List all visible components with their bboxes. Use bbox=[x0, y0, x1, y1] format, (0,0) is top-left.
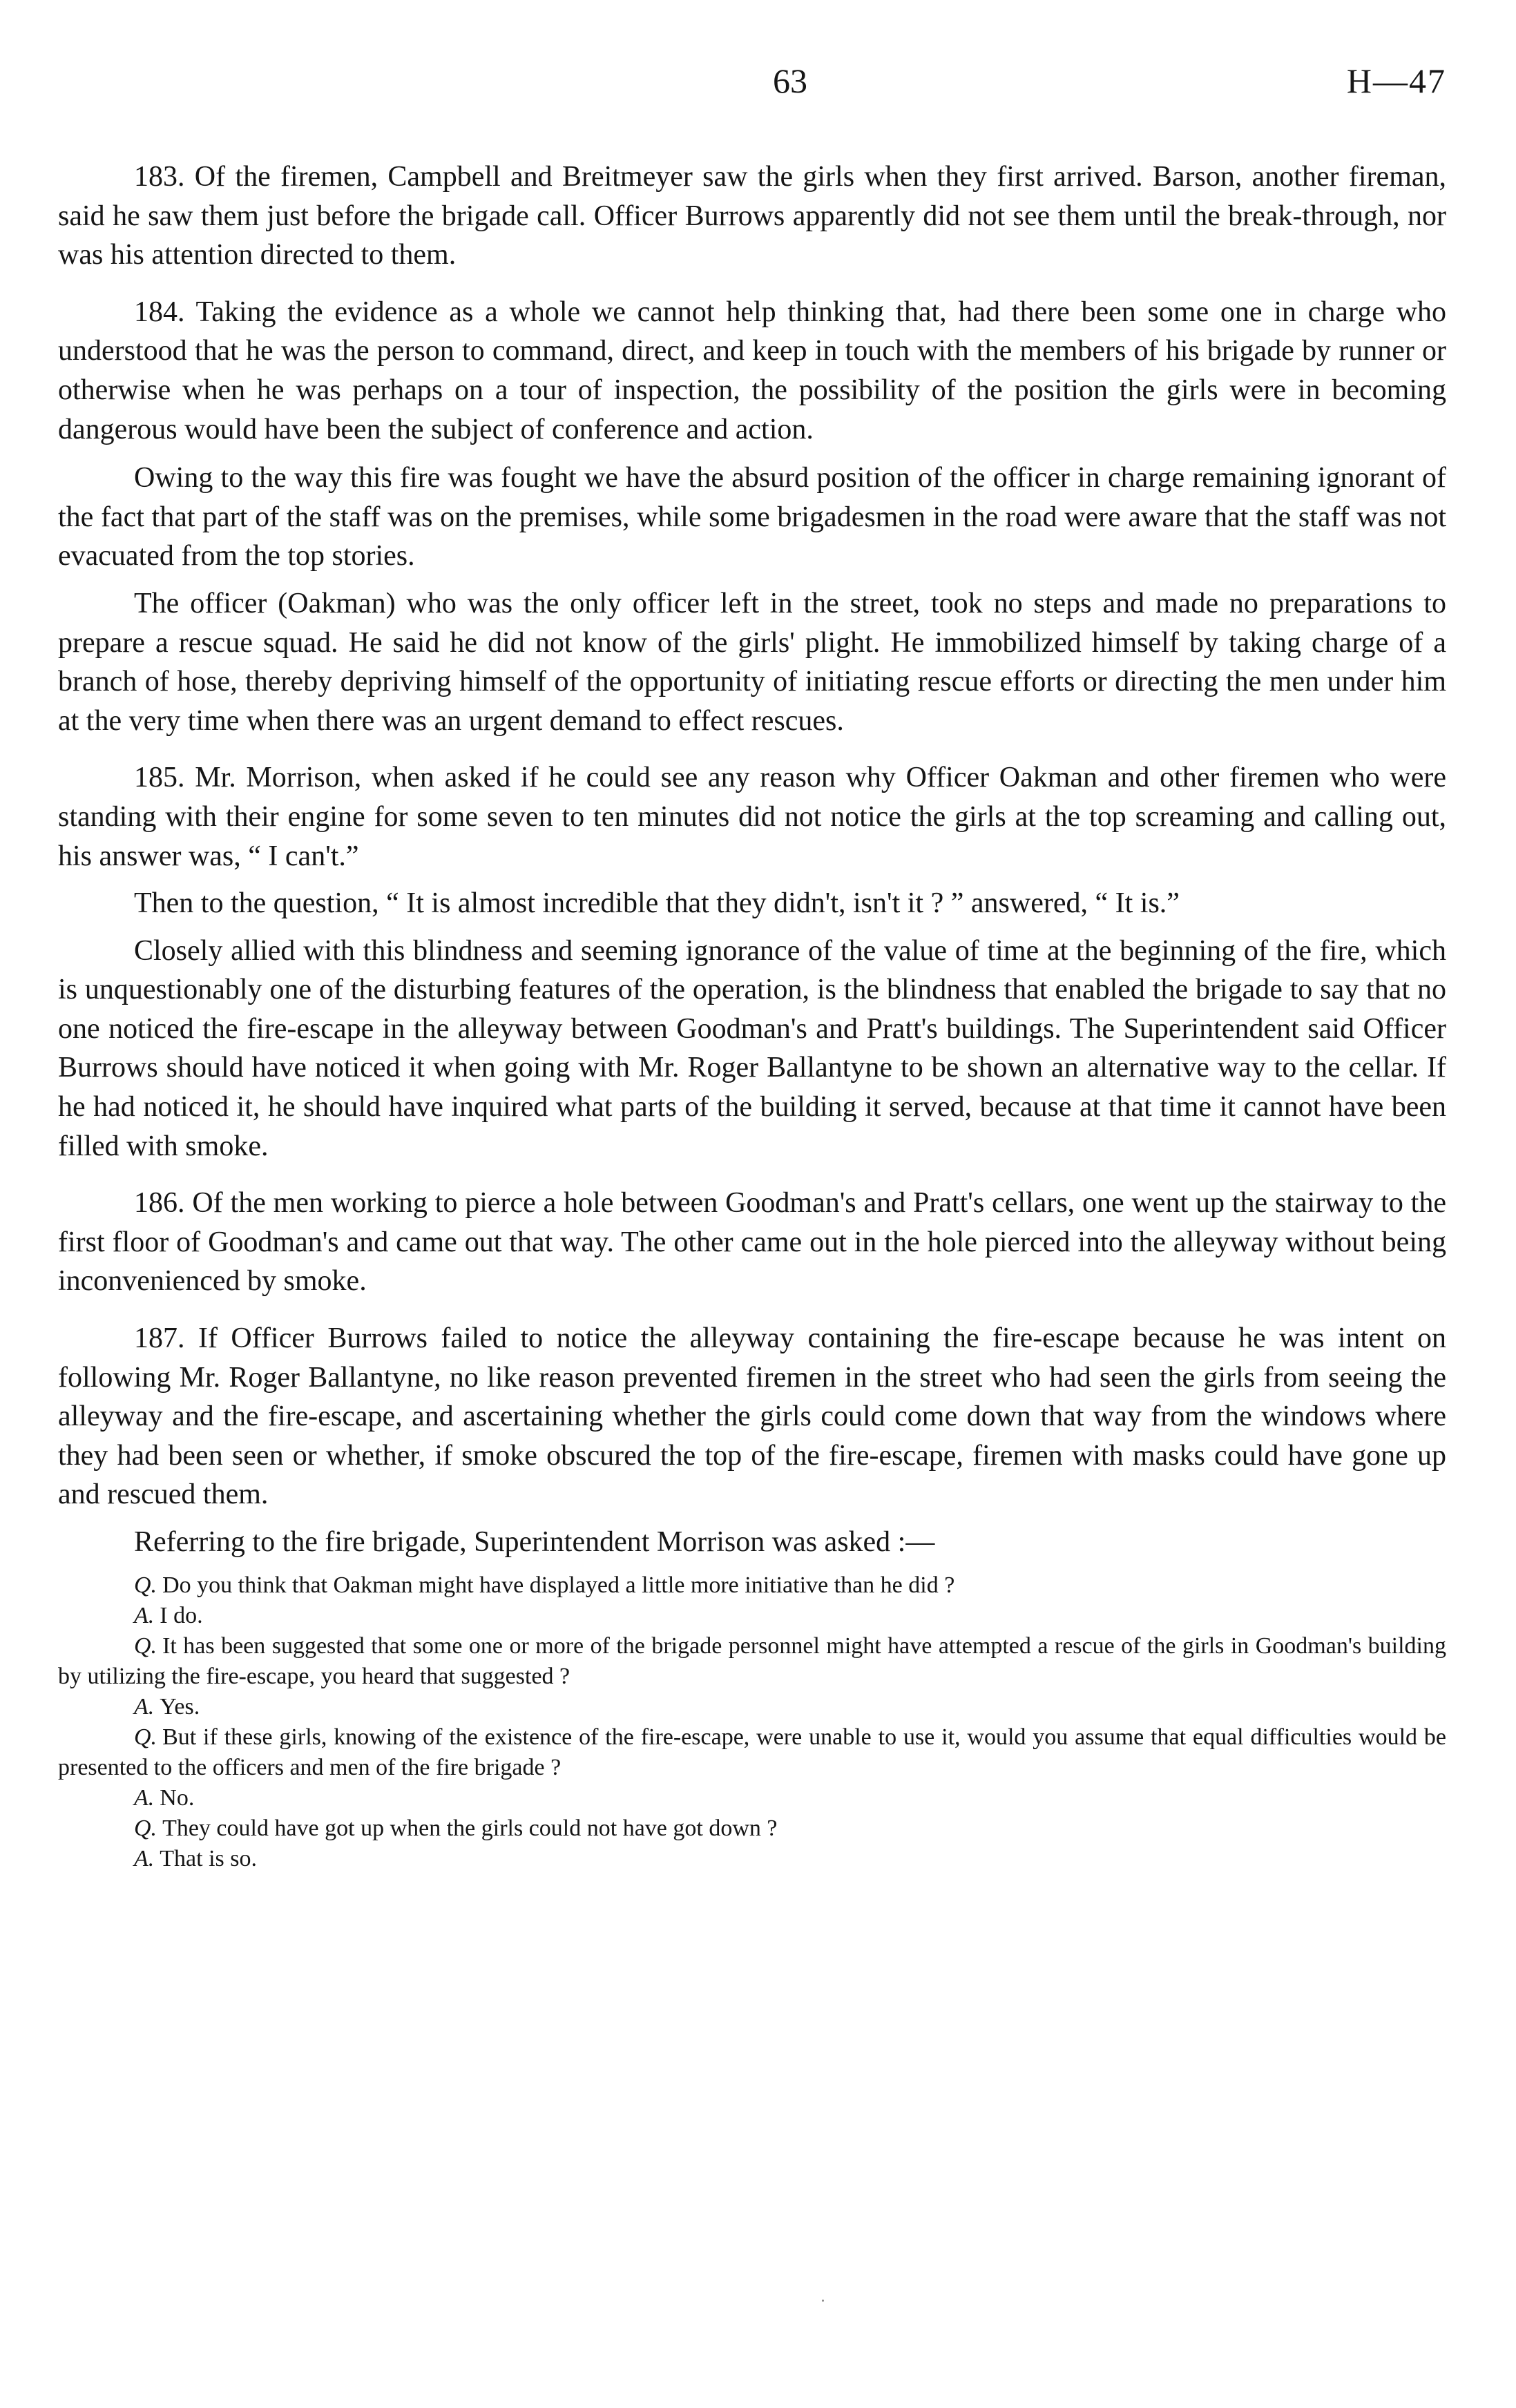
paragraph-187: 187. If Officer Burrows failed to notice the alleyway containing the fire-escape because he was intent on following Mr. Roger Ballantyne, no like reason prevented firemen in the street who had seen the girls from seeing the alleyway and the fire-escape, and ascertaining whether the girls could come down that way from the windows where they had been seen or whether, if smoke obscured the top of the fire-escape, firemen with masks could have gone up and rescued them. bbox=[58, 1322, 1446, 1511]
paragraph-184-oakman: The officer (Oakman) who was the only officer left in the street, took no steps and made no preparations to prepare a rescue squad. He said he did not know of the girls' plight. He immobilized himself by taking charge of a branch of hose, thereby depriving himself of the opportunity of initiating rescue efforts or directing the men under him at the very time when there was an urgent demand to effect rescues. bbox=[58, 587, 1446, 737]
qa-mark: A. bbox=[134, 1602, 155, 1628]
paragraph-185-question: Then to the question, “ It is almost incredible that they didn't, isn't it ? ” answered, “ It is.” bbox=[134, 887, 1180, 920]
qa-mark: Q. bbox=[134, 1632, 157, 1659]
paragraph-185: 185. Mr. Morrison, when asked if he could see any reason why Officer Oakman and other firemen who were standing with their engine for some seven to ten minutes did not notice the girls at the top screaming and calling out, his answer was, “ I can't.” bbox=[58, 762, 1446, 872]
qa-line bbox=[58, 1813, 1446, 1844]
qa-text: No. bbox=[160, 1784, 195, 1811]
qa-mark: Q. bbox=[134, 1572, 157, 1598]
document-page bbox=[58, 61, 1446, 1874]
qa-line bbox=[58, 1631, 1446, 1692]
qa-mark: A. bbox=[134, 1845, 155, 1871]
printer-dot bbox=[822, 2300, 824, 2302]
qa-line bbox=[58, 1692, 1446, 1722]
qa-text: Do you think that Oakman might have displayed a little more initiative than he did ? bbox=[162, 1572, 955, 1598]
paragraph-184-owing: Owing to the way this fire was fought we have the absurd position of the officer in charge remaining ignorant of the fact that part of the staff was on the premises, while some brigadesmen in the road were aware that the staff was not evacuated from the top stories. bbox=[58, 462, 1446, 572]
qa-line bbox=[58, 1722, 1446, 1783]
paragraph-183: 183. Of the firemen, Campbell and Breitmeyer saw the girls when they first arrived. Barson, another fireman, said he saw them just before the brigade call. Officer Burrows apparently did not see them until the break-through, nor was his attention directed to them. bbox=[58, 161, 1446, 271]
qa-text: They could have got up when the girls could not have got down ? bbox=[162, 1815, 778, 1841]
qa-text: But if these girls, knowing of the existence of the fire-escape, were unable to use it, would you assume that equal difficulties would be presented to the officers and men of the fire brigade ? bbox=[58, 1724, 1446, 1780]
qa-mark: Q. bbox=[134, 1724, 157, 1750]
qa-line bbox=[58, 1570, 1446, 1601]
qa-mark: Q. bbox=[134, 1815, 157, 1841]
qa-mark: A. bbox=[134, 1784, 155, 1811]
qa-mark: A. bbox=[134, 1693, 155, 1720]
qa-text: I do. bbox=[160, 1602, 203, 1628]
document-reference: H—47 bbox=[1346, 61, 1446, 100]
qa-text: Yes. bbox=[160, 1693, 200, 1720]
page-header bbox=[58, 61, 1446, 116]
paragraph-185-blindness: Closely allied with this blindness and seeming ignorance of the value of time at the beginning of the fire, which is unquestionably one of the disturbing features of the operation, is the blindness that enabled the brigade to say that no one noticed the fire-escape in the alleyway between Goodman's and Pratt's buildings. The Superintendent said Officer Burrows should have noticed it when going with Mr. Roger Ballantyne to be shown an alternative way to the cellar. If he had noticed it, he should have inquired what parts of the building it served, because at that time it cannot have been filled with smoke. bbox=[58, 934, 1446, 1162]
qa-line bbox=[58, 1783, 1446, 1813]
qa-line bbox=[58, 1601, 1446, 1631]
report-body bbox=[58, 157, 1446, 1874]
qa-line bbox=[58, 1844, 1446, 1874]
paragraph-184: 184. Taking the evidence as a whole we cannot help thinking that, had there been some one in charge who understood that he was the person to command, direct, and keep in touch with the members of his brigade by runner or otherwise when he was perhaps on a tour of inspection, the possibility of the position the girls were in becoming dangerous would have been the subject of conference and action. bbox=[58, 296, 1446, 445]
paragraph-187-referring: Referring to the fire brigade, Superintendent Morrison was asked :— bbox=[134, 1526, 935, 1558]
qa-text: It has been suggested that some one or more of the brigade personnel might have attempted a rescue of the girls in Goodman's building by utilizing the fire-escape, you heard that suggested ? bbox=[58, 1632, 1446, 1689]
qa-text: That is so. bbox=[160, 1845, 257, 1871]
page-number: 63 bbox=[773, 61, 807, 100]
testimony-qa bbox=[58, 1570, 1446, 1874]
paragraph-186: 186. Of the men working to pierce a hole between Goodman's and Pratt's cellars, one went up the stairway to the first floor of Goodman's and came out that way. The other came out in the hole pierced into the alleyway without being inconvenienced by smoke. bbox=[58, 1187, 1446, 1298]
